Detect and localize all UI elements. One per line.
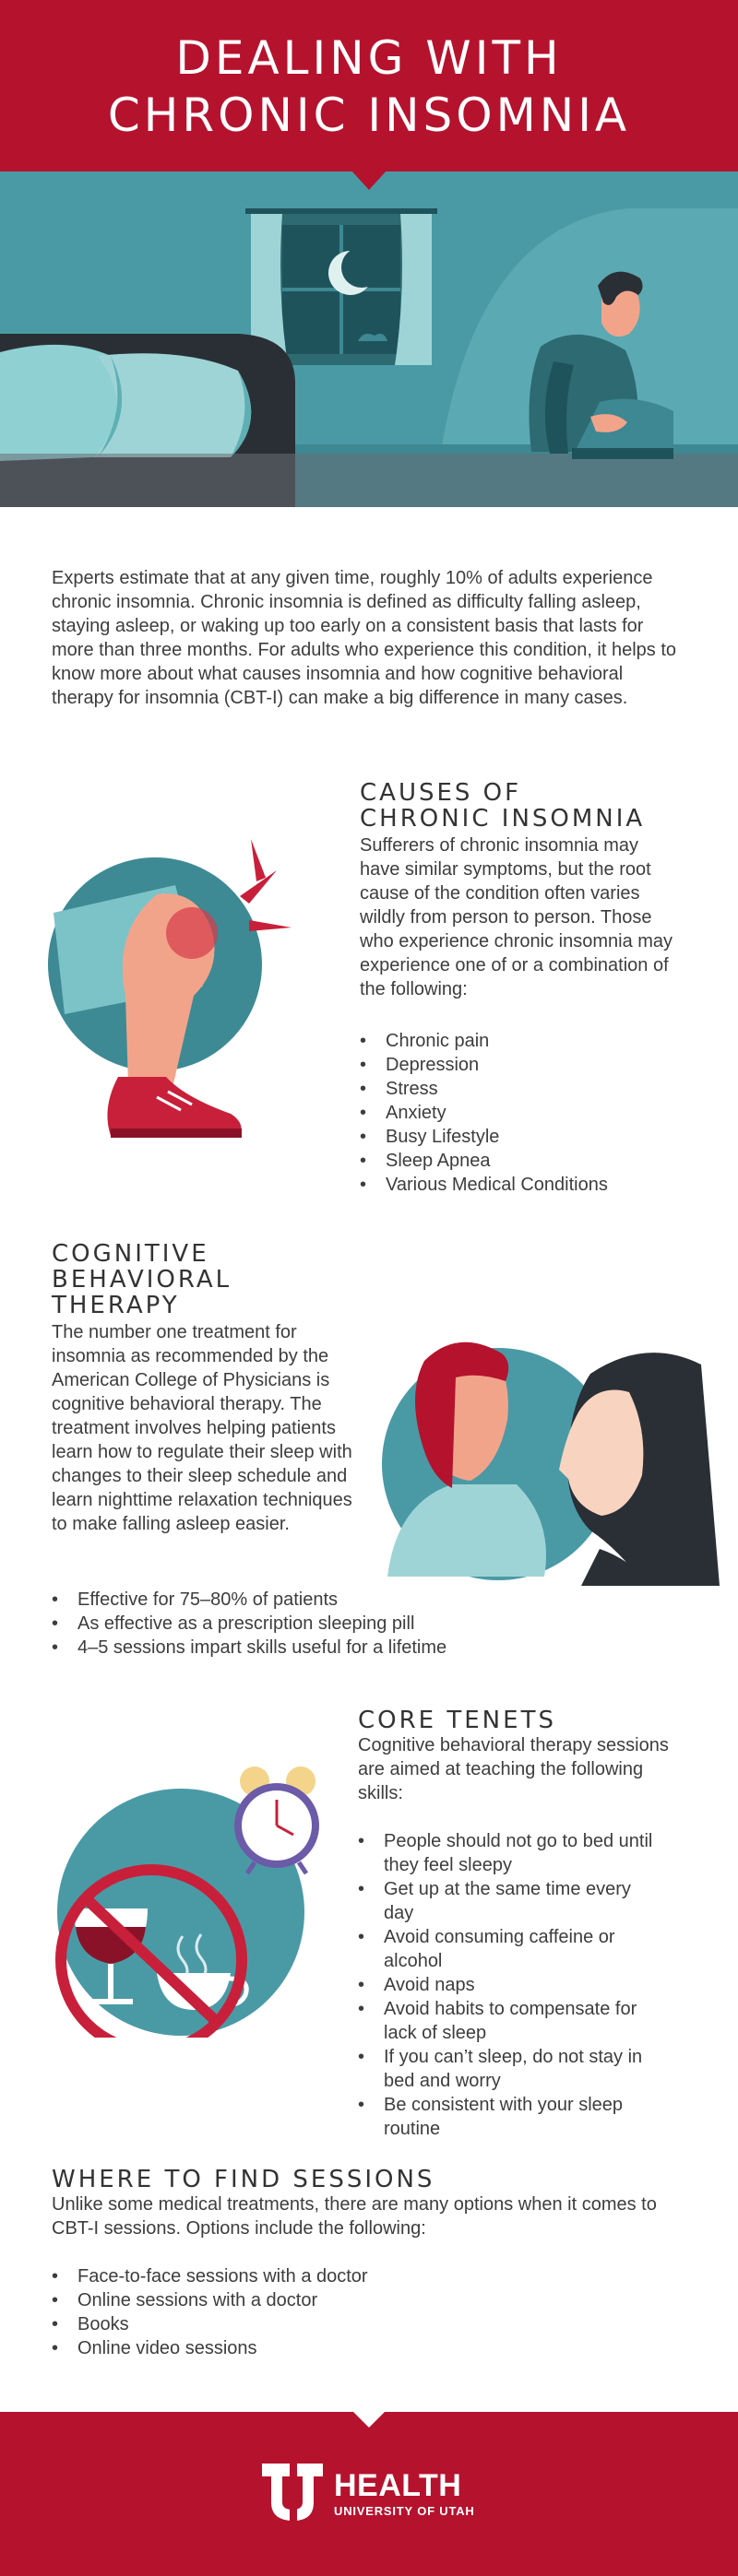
footer-notch xyxy=(352,2411,386,2428)
causes-heading-line-1: CAUSES OF xyxy=(360,779,522,807)
tenets-illustration xyxy=(28,1761,341,2038)
intro-paragraph: Experts estimate that at any given time, roughly 10% of adults experience chronic insomnia. Chronic insomnia is defined as difficulty falling asleep, staying asleep, or waking up too early on a consistent basis that lasts for more than three months. For adults who experience this condition, it helps to know more about what causes insomnia and how cognitive behavioral therapy for insomnia (CBT-I) can make a big difference in many cases. xyxy=(52,568,677,708)
list-item: • Online video sessions xyxy=(52,2336,679,2360)
list-item: • Chronic pain xyxy=(360,1029,692,1053)
cbt-heading-line-2: BEHAVIORAL xyxy=(52,1266,232,1294)
causes-list xyxy=(360,1029,692,1197)
therapy-conversation-icon xyxy=(369,1309,720,1586)
title-line-2: CHRONIC INSOMNIA xyxy=(107,89,631,142)
list-item: • Sleep Apnea xyxy=(360,1149,692,1173)
list-item: • Face-to-face sessions with a doctor xyxy=(52,2264,679,2288)
cbt-list xyxy=(52,1588,679,1660)
list-item: • Depression xyxy=(360,1053,692,1077)
list-item: • Various Medical Conditions xyxy=(360,1173,692,1197)
list-item: • As effective as a prescription sleeping pill xyxy=(52,1612,679,1636)
cbt-paragraph: The number one treatment for insomnia as recommended by the American College of Physicians is cognitive behavioral therapy. The treatment involves helping patients learn how to regulate their sleep with changes to their sleep schedule and learn nighttime relaxation techniques to make falling asleep easier. xyxy=(52,1322,352,1534)
title-line-1: DEALING WITH xyxy=(175,31,563,85)
list-item: • Be consistent with your sleep routine xyxy=(358,2093,662,2141)
logo-brand: HEALTH xyxy=(334,2468,462,2503)
page-title xyxy=(0,30,738,144)
list-item: • Stress xyxy=(360,1077,692,1101)
sessions-paragraph: Unlike some medical treatments, there are many options when it comes to CBT-I sessions. Options include the following: xyxy=(52,2194,657,2239)
leg-pain-icon xyxy=(46,830,323,1162)
list-item: • Avoid habits to compensate for lack of sleep xyxy=(358,1997,662,2045)
tenets-heading: CORE TENETS xyxy=(358,1707,556,1734)
list-item: • Avoid naps xyxy=(358,1973,662,1997)
list-item: • People should not go to bed until they feel sleepy xyxy=(358,1829,662,1877)
causes-heading-line-2: CHRONIC INSOMNIA xyxy=(360,805,646,833)
list-item: • Anxiety xyxy=(360,1101,692,1125)
tenets-paragraph: Cognitive behavioral therapy sessions are aimed at teaching the following skills: xyxy=(358,1735,669,1803)
list-item: • Busy Lifestyle xyxy=(360,1125,692,1149)
header-notch xyxy=(351,170,387,190)
causes-heading xyxy=(360,780,710,832)
university-logo-text xyxy=(334,2469,475,2518)
tenets-list xyxy=(358,1829,662,2141)
list-item: • Books xyxy=(52,2312,679,2336)
university-logo-icon xyxy=(262,2464,327,2523)
causes-paragraph: Sufferers of chronic insomnia may have similar symptoms, but the root cause of the condition often varies wildly from person to person. Those who experience chronic insomnia may experience one of or a combination of the following: xyxy=(360,835,673,999)
cbt-heading xyxy=(52,1241,328,1318)
cbt-heading-line-1: COGNITIVE xyxy=(52,1240,209,1268)
list-item: • Online sessions with a doctor xyxy=(52,2288,679,2312)
hero-illustration xyxy=(0,171,738,507)
cbt-heading-line-3: THERAPY xyxy=(52,1292,180,1319)
list-item: • 4–5 sessions impart skills useful for a lifetime xyxy=(52,1636,679,1660)
sessions-heading: WHERE TO FIND SESSIONS xyxy=(52,2166,435,2193)
list-item: • Avoid consuming caffeine or alcohol xyxy=(358,1925,662,1973)
list-item: • Get up at the same time every day xyxy=(358,1877,662,1925)
footer-banner xyxy=(0,2412,738,2576)
sessions-list xyxy=(52,2264,679,2360)
header-banner xyxy=(0,0,738,171)
list-item: • If you can’t sleep, do not stay in bed and worry xyxy=(358,2045,662,2093)
logo-subtitle: UNIVERSITY OF UTAH xyxy=(334,2504,475,2518)
list-item: • Effective for 75–80% of patients xyxy=(52,1588,679,1612)
night-window-icon xyxy=(245,208,437,365)
